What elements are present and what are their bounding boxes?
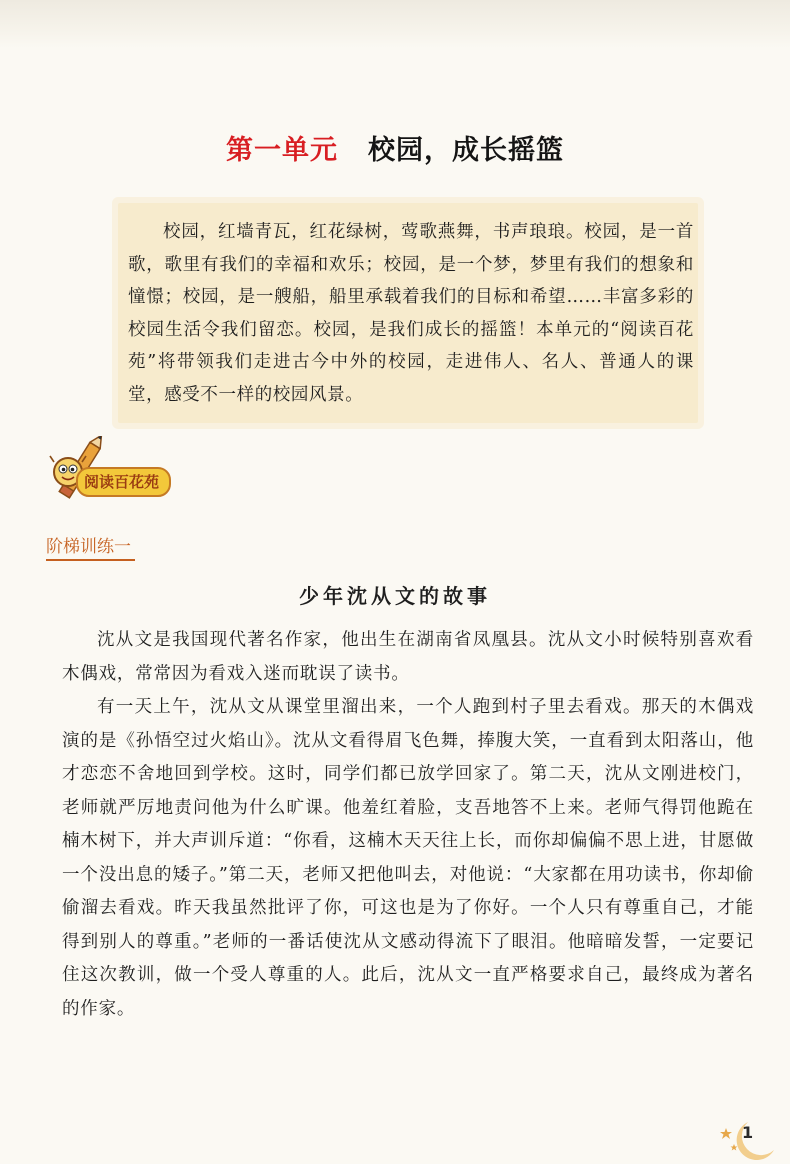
reading-badge: 阅读百花苑 — [76, 467, 171, 497]
story-paragraph: 沈从文是我国现代著名作家，他出生在湖南省凤凰县。沈从文小时候特别喜欢看木偶戏，常常因为看戏入迷而耽误了读书。 — [62, 630, 754, 684]
unit-title — [0, 128, 790, 167]
top-band — [0, 0, 790, 48]
unit-name: 校园，成长摇篮 — [368, 135, 564, 166]
intro-text: 校园，红墙青瓦，红花绿树，莺歌燕舞，书声琅琅。校园，是一首歌，歌里有我们的幸福和欢乐；校园，是一个梦，梦里有我们的想象和憧憬；校园，是一艘船，船里承载着我们的目标和希望……丰富多彩的校园生活令我们留恋。校园，是我们成长的摇篮！本单元的“阅读百花苑”将带领我们走进古今中外的校园，走进伟人、名人、普通人的课堂，感受不一样的校园风景。 — [128, 222, 694, 405]
story-body — [62, 624, 754, 1026]
unit-number: 第一单元 — [226, 135, 338, 166]
section-label: 阶梯训练一 — [46, 532, 135, 561]
story-paragraph: 有一天上午，沈从文从课堂里溜出来，一个人跑到村子里去看戏。那天的木偶戏演的是《孙悟空过火焰山》。沈从文看得眉飞色舞，捧腹大笑，一直看到太阳落山，他才恋恋不舍地回到学校。这时，同学们都已放学回家了。第二天，沈从文刚进校门，老师就严厉地责问他为什么旷课。他羞红着脸，支吾地答不上来。老师气得罚他跪在楠木树下，并大声训斥道：“你看，这楠木天天往上长，而你却偏偏不思上进，甘愿做一个没出息的矮子。”第二天，老师又把他叫去，对他说：“大家都在用功读书，你却偷偷溜去看戏。昨天我虽然批评了你，可这也是为了你好。一个人只有尊重自己，才能得到别人的尊重。”老师的一番话使沈从文感动得流下了眼泪。他暗暗发誓，一定要记住这次教训，做一个受人尊重的人。此后，沈从文一直严格要求自己，最终成为著名的作家。 — [62, 697, 754, 1019]
story-title: 少年沈从文的故事 — [299, 584, 491, 608]
page-number: 1 — [742, 1123, 754, 1142]
